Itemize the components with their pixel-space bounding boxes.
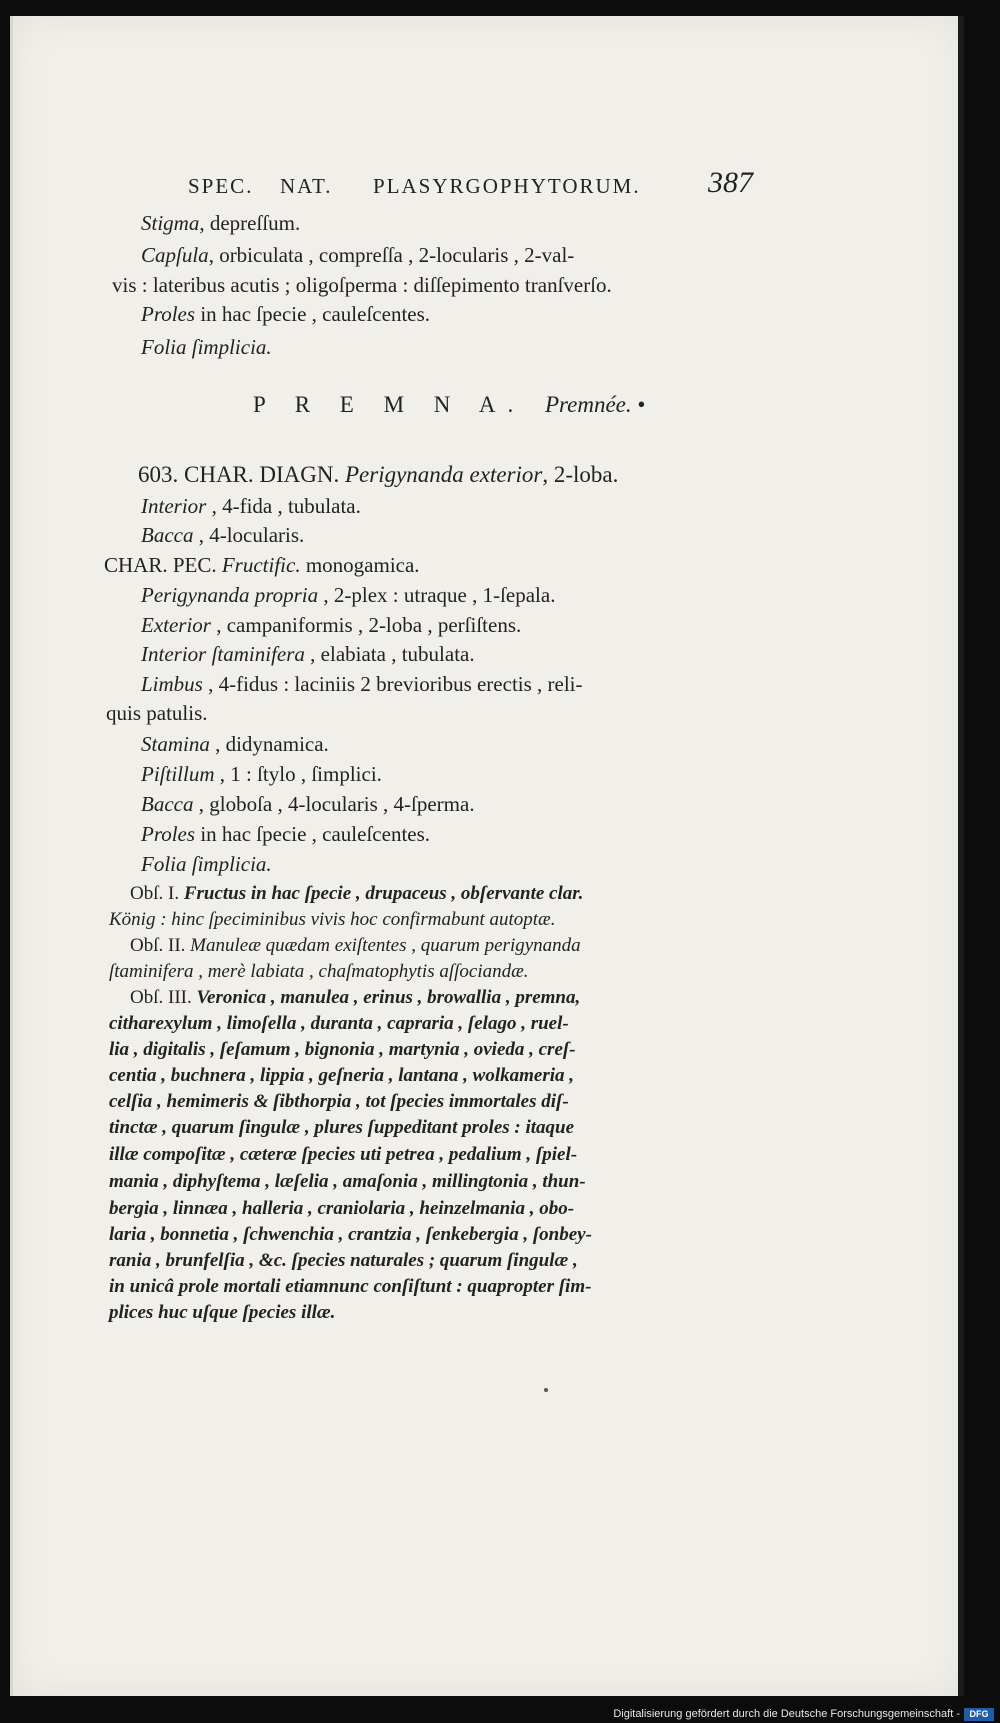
- observation-line: plices huc uſque ſpecies illæ.: [109, 1302, 336, 1323]
- diagn-term: Perigynanda exterior: [345, 462, 543, 487]
- page-number: 387: [708, 166, 753, 199]
- pec-line: Bacca , globoſa , 4-locularis , 4-ſperma.: [141, 792, 475, 816]
- observation-line: citharexylum , limoſella , duranta , capraria , ſelago , ruel-: [109, 1013, 569, 1034]
- intro-line: Proles in hac ſpecie , cauleſcentes.: [141, 302, 431, 326]
- genus-name: P R E M N A.: [253, 392, 526, 417]
- observation-line: König : hinc ſpeciminibus vivis hoc confirmabunt autoptæ.: [109, 909, 556, 930]
- observation-line: Obſ. III. Veronica , manulea , erinus , browallia , premna,: [130, 987, 581, 1008]
- intro-line: Stigma, depreſſum.: [141, 211, 301, 235]
- diagn-line: Bacca , 4-locularis.: [141, 523, 305, 547]
- pec-line: Stamina , didynamica.: [141, 732, 329, 756]
- title-mark: •: [637, 392, 646, 417]
- observation-line: celſia , hemimeris & ſibthorpia , tot ſpecies immortales diſ-: [109, 1091, 569, 1112]
- ink-speck: [544, 1388, 548, 1392]
- observation-line: lia , digitalis , ſeſamum , bignonia , martynia , ovieda , creſ-: [109, 1039, 576, 1060]
- pec-term: Fructific.: [221, 553, 301, 577]
- pec-line: Piſtillum , 1 : ſtylo , ſimplici.: [141, 762, 382, 786]
- observation-line: illæ compoſitæ , cæteræ ſpecies uti petrea , pedalium , ſpiel-: [109, 1144, 578, 1165]
- french-name: Premnée.: [544, 392, 632, 417]
- observation-line: laria , bonnetia , ſchwenchia , crantzia , ſenkebergia , ſonbey-: [109, 1224, 592, 1245]
- pec-line: Limbus , 4-fidus : laciniis 2 brevioribus erectis , reli-: [141, 672, 583, 696]
- observation-line: in unicâ prole mortali etiamnunc conſiſtunt : quapropter ſim-: [109, 1276, 592, 1297]
- diagnosis-line: 603. CHAR. DIAGN. Perigynanda exterior, 2-loba.: [138, 462, 619, 487]
- entry-number: 603.: [138, 462, 179, 487]
- intro-line: Capſula, orbiculata , compreſſa , 2-locularis , 2-val-: [141, 243, 575, 267]
- intro-line: vis : lateribus acutis ; oligoſperma : diſſepimento tranſverſo.: [112, 273, 612, 297]
- pec-line: Exterior , campaniformis , 2-loba , perſiſtens.: [141, 613, 522, 637]
- pec-line: Folia ſimplicia.: [141, 852, 272, 876]
- pec-line: Interior ſtaminifera , elabiata , tubulata.: [141, 642, 475, 666]
- observation-line: tinctæ , quarum ſingulæ , plures ſuppeditant proles : itaque: [109, 1117, 575, 1138]
- funding-notice: Digitalisierung gefördert durch die Deutsche Forschungsgemeinschaft -: [613, 1708, 960, 1720]
- pec-line: Proles in hac ſpecie , cauleſcentes.: [141, 822, 431, 846]
- pec-line: CHAR. PEC. Fructific. monogamica.: [104, 553, 420, 577]
- header-mid: NAT.: [280, 174, 333, 198]
- observation-line: mania , diphyſtema , læſelia , amaſonia , millingtonia , thun-: [109, 1171, 586, 1192]
- diagn-line: Interior , 4-fida , tubulata.: [141, 494, 361, 518]
- pec-line: quis patulis.: [106, 701, 208, 725]
- observation-line: bergia , linnæa , halleria , craniolaria , heinzelmania , obo-: [109, 1198, 575, 1219]
- pec-line: Perigynanda propria , 2-plex : utraque , 1-ſepala.: [141, 583, 556, 607]
- diagn-label: CHAR. DIAGN.: [184, 462, 340, 487]
- observation-line: ſtaminifera , merè labiata , chaſmatophytis aſſociandæ.: [109, 961, 529, 982]
- observation-line: rania , brunfelſia , &c. ſpecies naturales ; quarum ſingulæ ,: [109, 1250, 578, 1271]
- header-right: PLASYRGOPHYTORUM.: [373, 174, 641, 198]
- observation-line: Obſ. II. Manuleæ quædam exiſtentes , quarum perigynanda: [130, 935, 581, 956]
- observation-line: Obſ. I. Fructus in hac ſpecie , drupaceus , obſervante clar.: [130, 883, 584, 904]
- intro-line: Folia ſimplicia.: [141, 335, 272, 359]
- pec-label: CHAR. PEC.: [104, 553, 217, 577]
- header-left: SPEC.: [188, 174, 254, 198]
- page-edge: [958, 16, 964, 1696]
- dfg-logo: DFG: [964, 1708, 994, 1721]
- observation-line: centia , buchnera , lippia , geſneria , lantana , wolkameria ,: [109, 1065, 574, 1086]
- section-title: [253, 392, 645, 418]
